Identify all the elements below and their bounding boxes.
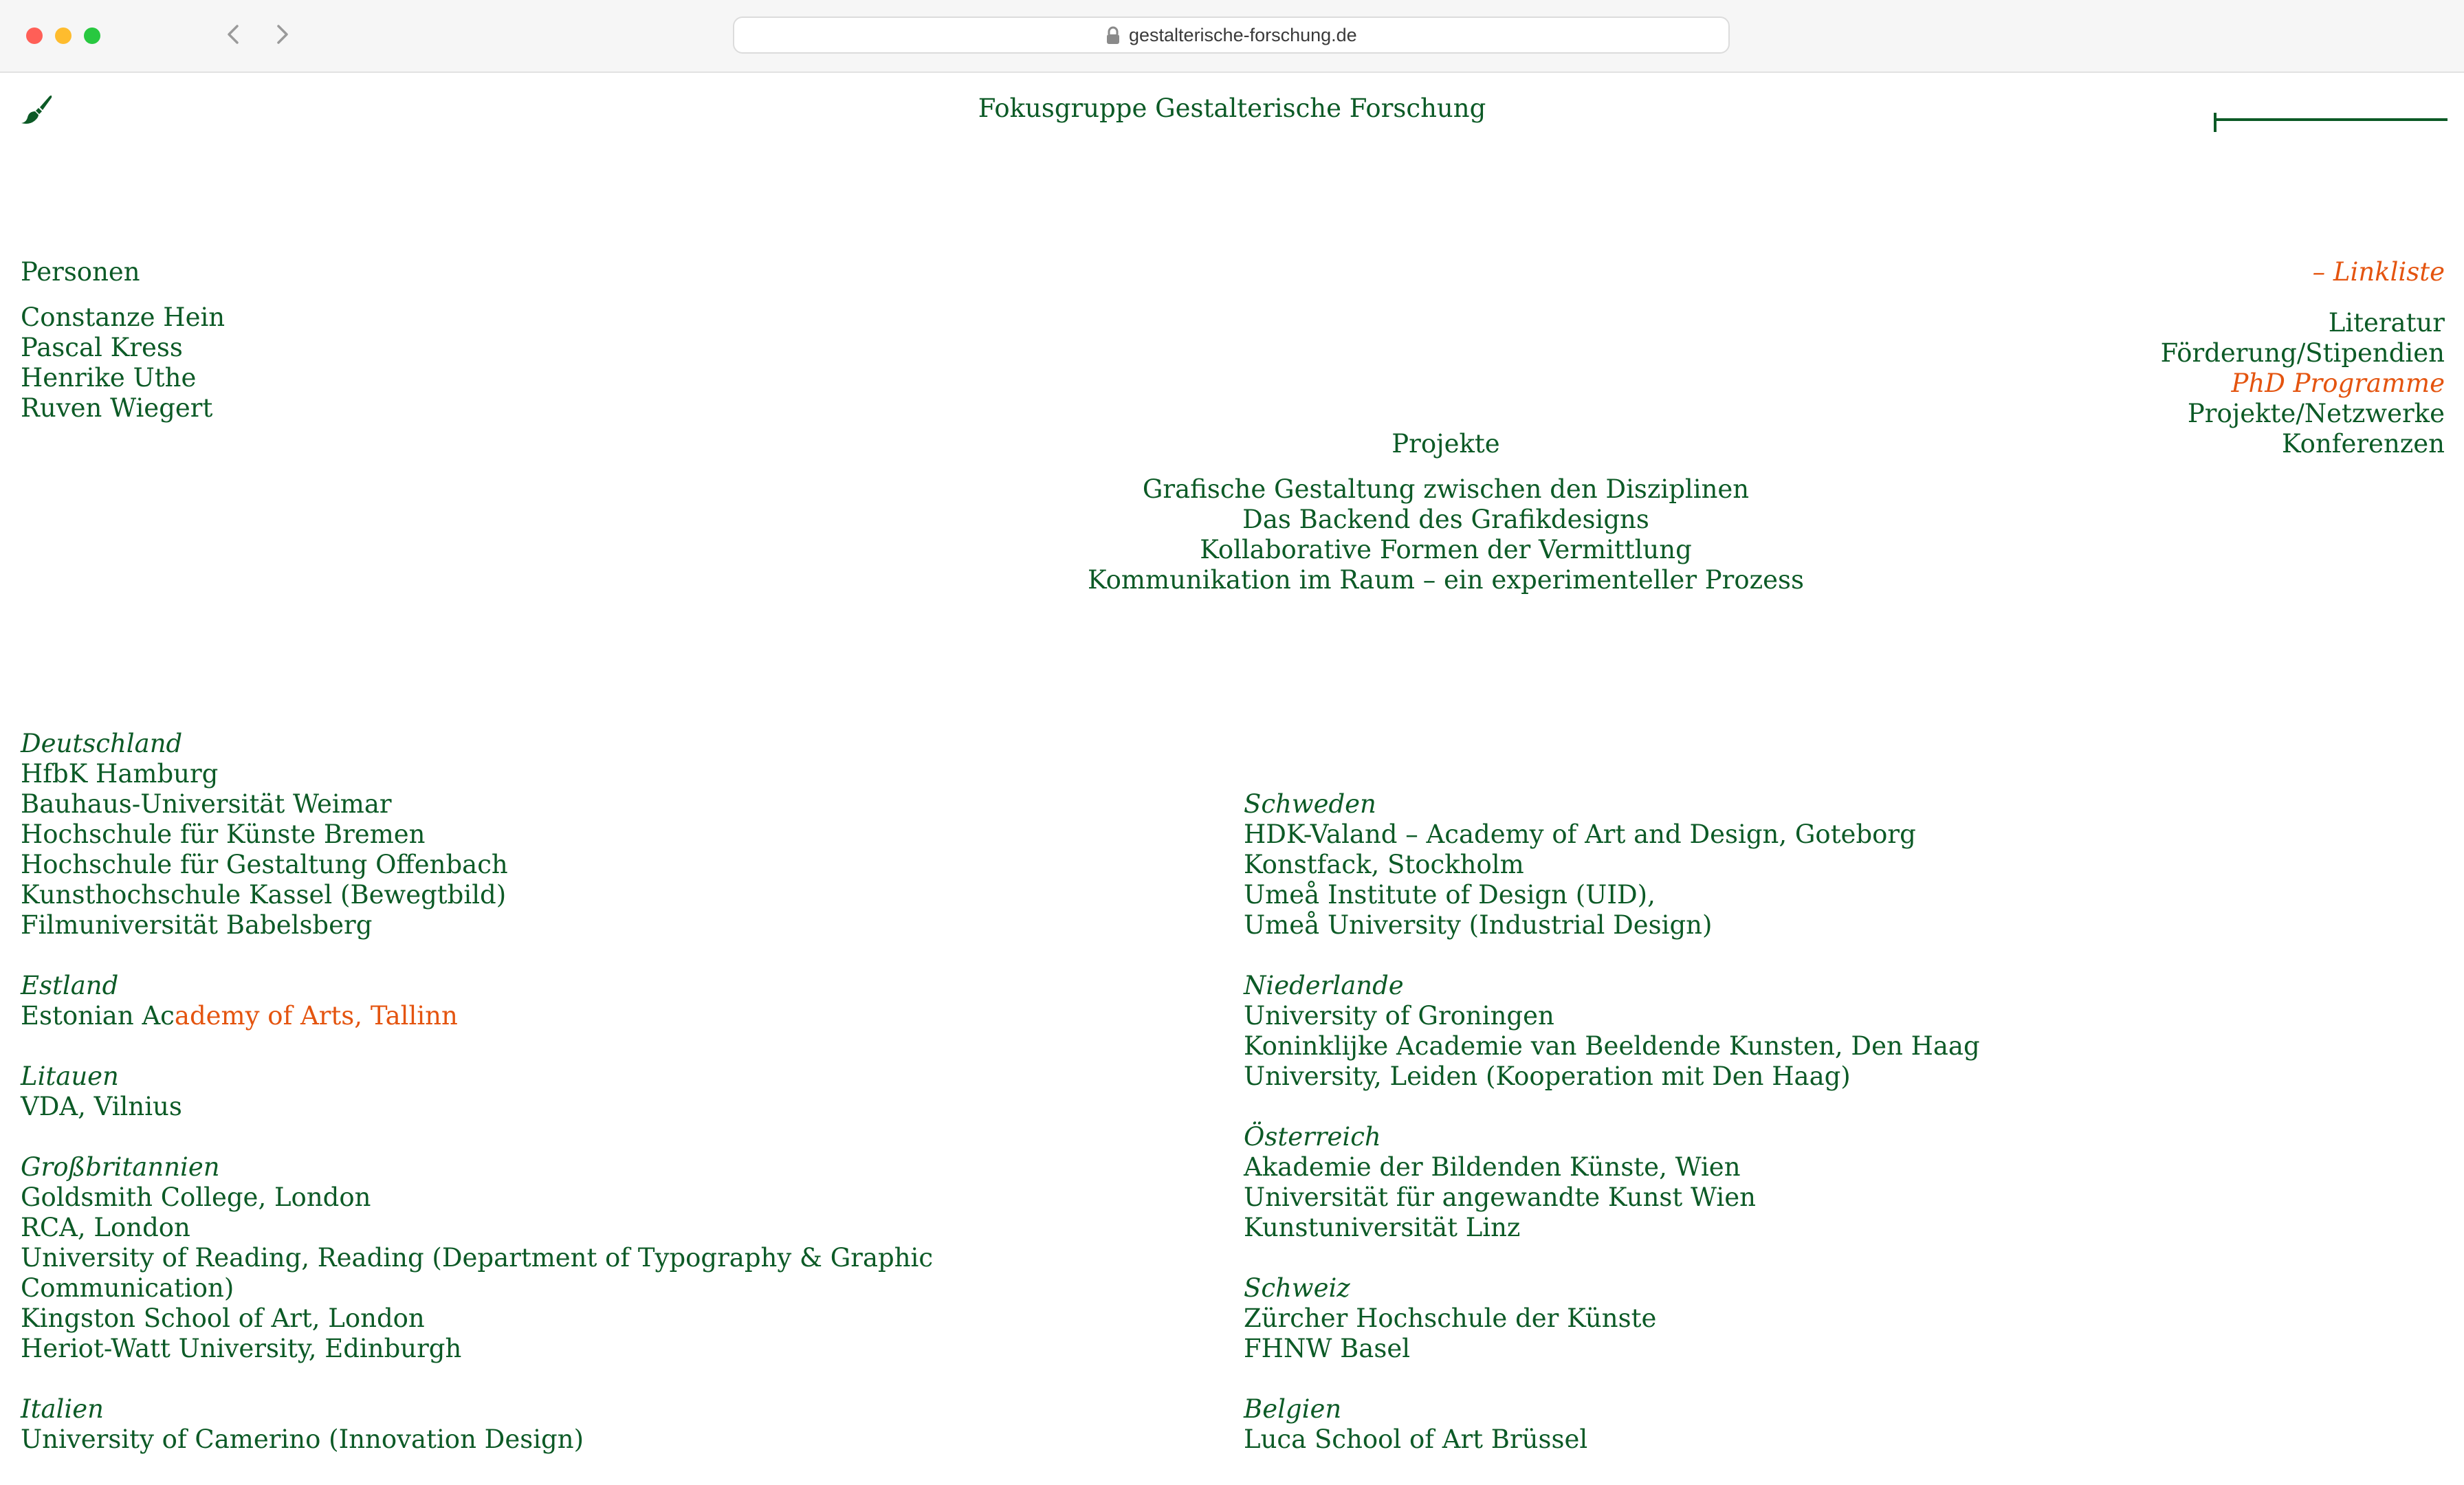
institution-link[interactable]: Filmuniversität Babelsberg — [21, 910, 373, 940]
lock-icon — [1106, 26, 1121, 45]
link-konferenzen[interactable]: Konferenzen — [2282, 429, 2445, 459]
institution-link[interactable]: Hochschule für Künste Bremen — [21, 820, 426, 849]
address-bar[interactable] — [733, 16, 1730, 54]
browser-toolbar — [0, 0, 2464, 73]
link-foerderung[interactable]: Förderung/Stipendien — [2160, 338, 2445, 368]
institution-link[interactable]: Bauhaus-Universität Weimar — [21, 789, 392, 819]
progress-line-icon — [2214, 110, 2448, 135]
people-heading: Personen — [21, 257, 140, 287]
institution-link[interactable]: VDA, Vilnius — [21, 1092, 182, 1121]
institution-link[interactable]: University of Groningen — [1244, 1001, 1554, 1031]
linkliste-heading[interactable]: – Linkliste — [2312, 257, 2445, 287]
institution-link[interactable]: Konstfack, Stockholm — [1244, 850, 1524, 879]
brush-icon[interactable] — [19, 94, 54, 125]
institution-link[interactable]: Heriot-Watt University, Edinburgh — [21, 1334, 462, 1363]
chevron-left-icon[interactable] — [217, 18, 250, 51]
link-literatur[interactable]: Literatur — [2328, 308, 2445, 338]
institution-link[interactable]: University of Reading, Reading (Department of Typography & Graphic — [21, 1243, 934, 1273]
chevron-right-icon[interactable] — [265, 18, 298, 51]
zoom-window-button[interactable] — [84, 28, 100, 44]
institution-link[interactable]: University of Camerino (Innovation Design) — [21, 1424, 584, 1454]
country-heading: Österreich — [1244, 1122, 1381, 1152]
project-link[interactable]: Kommunikation im Raum – ein experimenteller Prozess — [1087, 565, 1805, 595]
country-heading: Großbritannien — [21, 1152, 220, 1182]
institution-link[interactable]: HDK-Valand – Academy of Art and Design, Goteborg — [1244, 820, 1916, 849]
institution-link[interactable]: University, Leiden (Kooperation mit Den Haag) — [1244, 1062, 1851, 1091]
country-block-deutschland — [21, 729, 933, 940]
country-block-estland — [21, 971, 933, 1031]
institution-link[interactable]: Koninklijke Academie van Beeldende Kunsten, Den Haag — [1244, 1031, 1980, 1061]
institution-link[interactable]: Hochschule für Gestaltung Offenbach — [21, 850, 508, 879]
institution-link[interactable]: Goldsmith College, London — [21, 1182, 371, 1212]
institution-link[interactable]: Communication) — [21, 1273, 234, 1303]
link-projekte-netzwerke[interactable]: Projekte/Netzwerke — [2187, 399, 2445, 428]
country-block-belgien — [1244, 1394, 1980, 1455]
institution-link[interactable]: RCA, London — [21, 1213, 190, 1242]
project-link[interactable]: Kollaborative Formen der Vermittlung — [1200, 535, 1692, 564]
country-heading: Litauen — [21, 1062, 119, 1091]
institution-link[interactable]: FHNW Basel — [1244, 1334, 1411, 1363]
person-link[interactable]: Pascal Kress — [21, 333, 183, 362]
country-block-litauen — [21, 1062, 933, 1122]
institution-link[interactable]: Umeå University (Industrial Design) — [1244, 910, 1713, 940]
country-heading: Belgien — [1244, 1394, 1342, 1424]
institution-link[interactable]: Luca School of Art Brüssel — [1244, 1424, 1588, 1454]
institutions-right-column — [1244, 789, 1980, 1485]
projects-heading: Projekte — [1392, 429, 1500, 459]
country-heading: Deutschland — [21, 729, 183, 758]
country-heading: Niederlande — [1244, 971, 1404, 1000]
country-block-schweden — [1244, 789, 1980, 940]
institution-text-part: Estonian Ac — [21, 1001, 175, 1031]
project-link[interactable]: Grafische Gestaltung zwischen den Disziplinen — [1142, 474, 1750, 504]
country-block-schweiz — [1244, 1273, 1980, 1364]
institution-link[interactable]: Universität für angewandte Kunst Wien — [1244, 1182, 1756, 1212]
projects-list — [965, 474, 1927, 595]
institution-link[interactable]: Kunstuniversität Linz — [1244, 1213, 1521, 1242]
institution-text-hover: ademy of Arts, Tallinn — [174, 1001, 458, 1031]
institution-link[interactable]: Umeå Institute of Design (UID), — [1244, 880, 1656, 910]
country-block-oesterreich — [1244, 1122, 1980, 1243]
person-link[interactable]: Ruven Wiegert — [21, 393, 213, 423]
page-content — [0, 73, 2464, 1480]
country-heading: Schweden — [1244, 789, 1376, 819]
country-block-grossbritannien — [21, 1152, 933, 1364]
country-block-italien — [21, 1394, 933, 1455]
country-heading: Italien — [21, 1394, 104, 1424]
close-window-button[interactable] — [26, 28, 43, 44]
link-phd-programme[interactable]: PhD Programme — [2231, 368, 2445, 398]
country-heading: Schweiz — [1244, 1273, 1350, 1303]
country-heading: Estland — [21, 971, 119, 1000]
institution-link[interactable]: HfbK Hamburg — [21, 759, 219, 789]
url-text: gestalterische-forschung.de — [1129, 25, 1357, 45]
country-block-niederlande — [1244, 971, 1980, 1092]
institution-link[interactable]: Kingston School of Art, London — [21, 1304, 425, 1333]
project-link[interactable]: Das Backend des Grafikdesigns — [1242, 505, 1649, 534]
person-link[interactable]: Constanze Hein — [21, 302, 226, 332]
links-list — [2161, 308, 2445, 459]
site-title[interactable]: Fokusgruppe Gestalterische Forschung — [978, 94, 1486, 123]
people-list — [21, 302, 225, 424]
institution-link[interactable]: Zürcher Hochschule der Künste — [1244, 1304, 1657, 1333]
institutions-left-column — [21, 729, 933, 1485]
minimize-window-button[interactable] — [55, 28, 72, 44]
institution-link[interactable] — [21, 1001, 933, 1031]
person-link[interactable]: Henrike Uthe — [21, 363, 197, 393]
institution-link[interactable]: Kunsthochschule Kassel (Bewegtbild) — [21, 880, 507, 910]
institution-link[interactable]: Akademie der Bildenden Künste, Wien — [1244, 1152, 1741, 1182]
